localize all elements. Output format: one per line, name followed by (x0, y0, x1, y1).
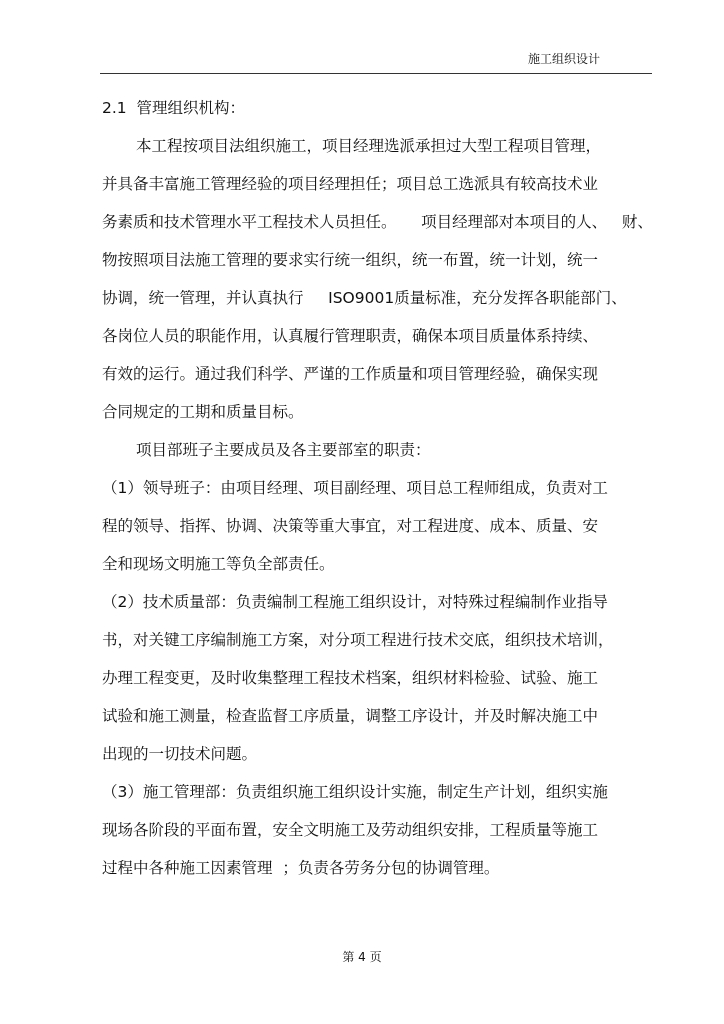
page-number: 第 4 页 (342, 950, 382, 964)
body-line: 办理工程变更，及时收集整理工程技术档案，组织材料检验、试验、施工 (102, 669, 599, 687)
body-line: 项目部班子主要成员及各主要部室的职责： (136, 441, 431, 459)
body-line: （2）技术质量部：负责编制工程施工组织设计，对特殊过程编制作业指导 (102, 593, 608, 611)
body-line: （1）领导班子：由项目经理、项目副经理、项目总工程师组成，负责对工 (102, 479, 608, 497)
body-line: （3）施工管理部：负责组织施工组织设计实施，制定生产计划，组织实施 (102, 783, 608, 801)
body-line: 出现的一切技术问题。 (102, 745, 258, 763)
body-line: 本工程按项目法组织施工，项目经理选派承担过大型工程项目管理， (136, 137, 602, 155)
body-line: 书，对关键工序编制施工方案，对分项工程进行技术交底，组织技术培训， (102, 631, 614, 649)
body-line: 各岗位人员的职能作用，认真履行管理职责，确保本项目质量体系持续、 (102, 327, 599, 345)
body-line: 现场各阶段的平面布置，安全文明施工及劳动组织安排，工程质量等施工 (102, 821, 599, 839)
body-line: 有效的运行。通过我们科学、严谨的工作质量和项目管理经验，确保实现 (102, 365, 599, 383)
body-line: 程的领导、指挥、协调、决策等重大事宜，对工程进度、成本、质量、安 (102, 517, 599, 535)
body-line: 试验和施工测量，检查监督工序质量，调整工序设计，并及时解决施工中 (102, 707, 599, 725)
body-line: 物按照项目法施工管理的要求实行统一组织，统一布置，统一计划，统一 (102, 251, 599, 269)
running-header: 施工组织设计 (527, 52, 600, 66)
body-line: 合同规定的工期和质量目标。 (102, 403, 304, 421)
header-divider (100, 73, 652, 74)
body-line: 过程中各种施工因素管理 ；负责各劳务分包的协调管理。 (102, 859, 500, 877)
body-line: 务素质和技术管理水平工程技术人员担任。 项目经理部对本项目的人、 财、 (102, 213, 653, 231)
section-heading: 2.1 管理组织机构： (102, 99, 246, 117)
body-line: 协调，统一管理，并认真执行 ISO9001质量标准，充分发挥各职能部门、 (102, 289, 627, 307)
body-line: 全和现场文明施工等负全部责任。 (102, 555, 335, 573)
body-line: 并具备丰富施工管理经验的项目经理担任；项目总工选派具有较高技术业 (102, 175, 599, 193)
